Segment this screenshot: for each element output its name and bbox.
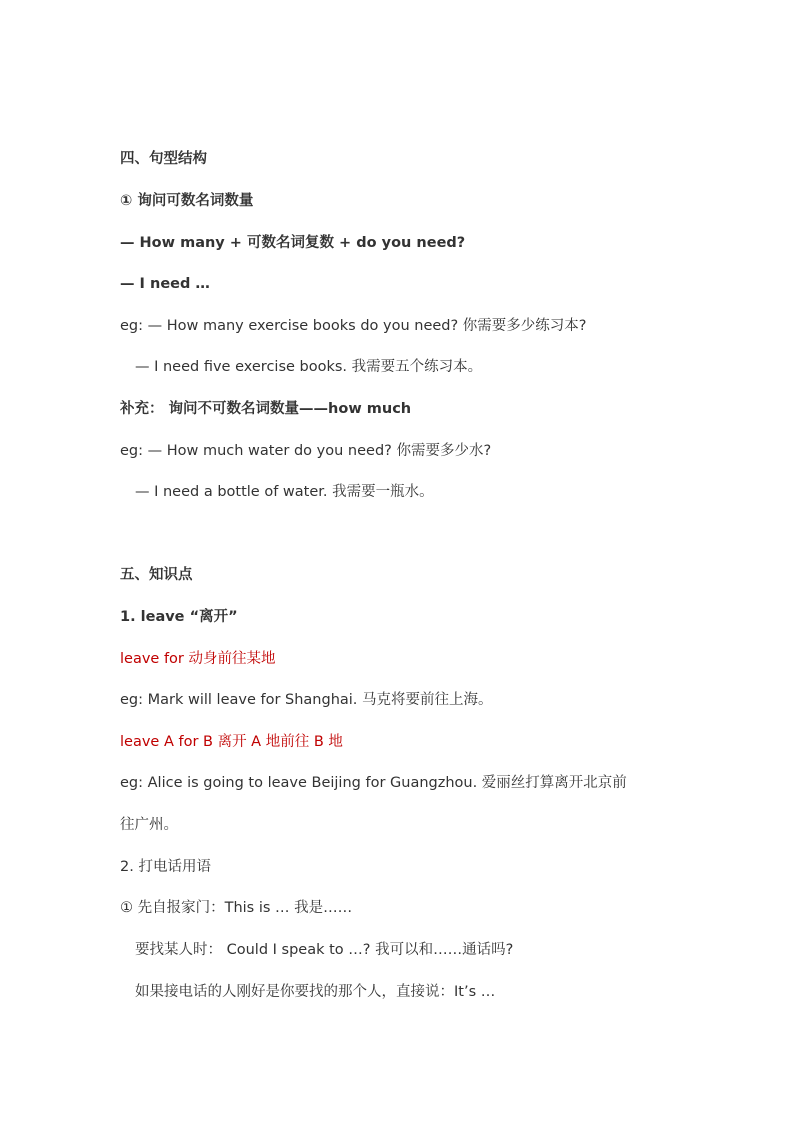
point-phone: 2. 打电话用语	[120, 859, 211, 875]
pattern-question: — How many + 可数名词复数 + do you need?	[120, 235, 466, 251]
supplement-note: 补充： 询问不可数名词数量——how much	[120, 401, 412, 417]
pattern-answer: — I need …	[120, 276, 210, 292]
phone-phrase: 如果接电话的人刚好是你要找的那个人，直接说：It’s …	[135, 984, 496, 1000]
section4-heading: 四、句型结构	[120, 151, 207, 167]
section5-heading: 五、知识点	[120, 567, 193, 583]
point-leave: 1. leave “离开”	[120, 609, 238, 625]
example-answer: — I need a bottle of water. 我需要一瓶水。	[135, 484, 434, 500]
example-question: eg: — How much water do you need? 你需要多少水?	[120, 443, 492, 459]
example-answer: — I need five exercise books. 我需要五个练习本。	[135, 359, 483, 375]
example-sentence-continued: 往广州。	[120, 817, 178, 833]
rule-leave-for: leave for 动身前往某地	[120, 651, 276, 667]
phone-phrase: ① 先自报家门：This is … 我是……	[120, 900, 353, 916]
example-sentence: eg: Mark will leave for Shanghai. 马克将要前往上海。	[120, 692, 493, 708]
example-sentence: eg: Alice is going to leave Beijing for Guangzhou. 爱丽丝打算离开北京前	[120, 775, 627, 791]
rule-leave-a-for-b: leave A for B 离开 A 地前往 B 地	[120, 734, 343, 750]
phone-phrase: 要找某人时： Could I speak to …? 我可以和……通话吗?	[135, 942, 514, 958]
example-question: eg: — How many exercise books do you need? 你需要多少练习本?	[120, 318, 587, 334]
sub-heading-countable: ① 询问可数名词数量	[120, 193, 254, 209]
